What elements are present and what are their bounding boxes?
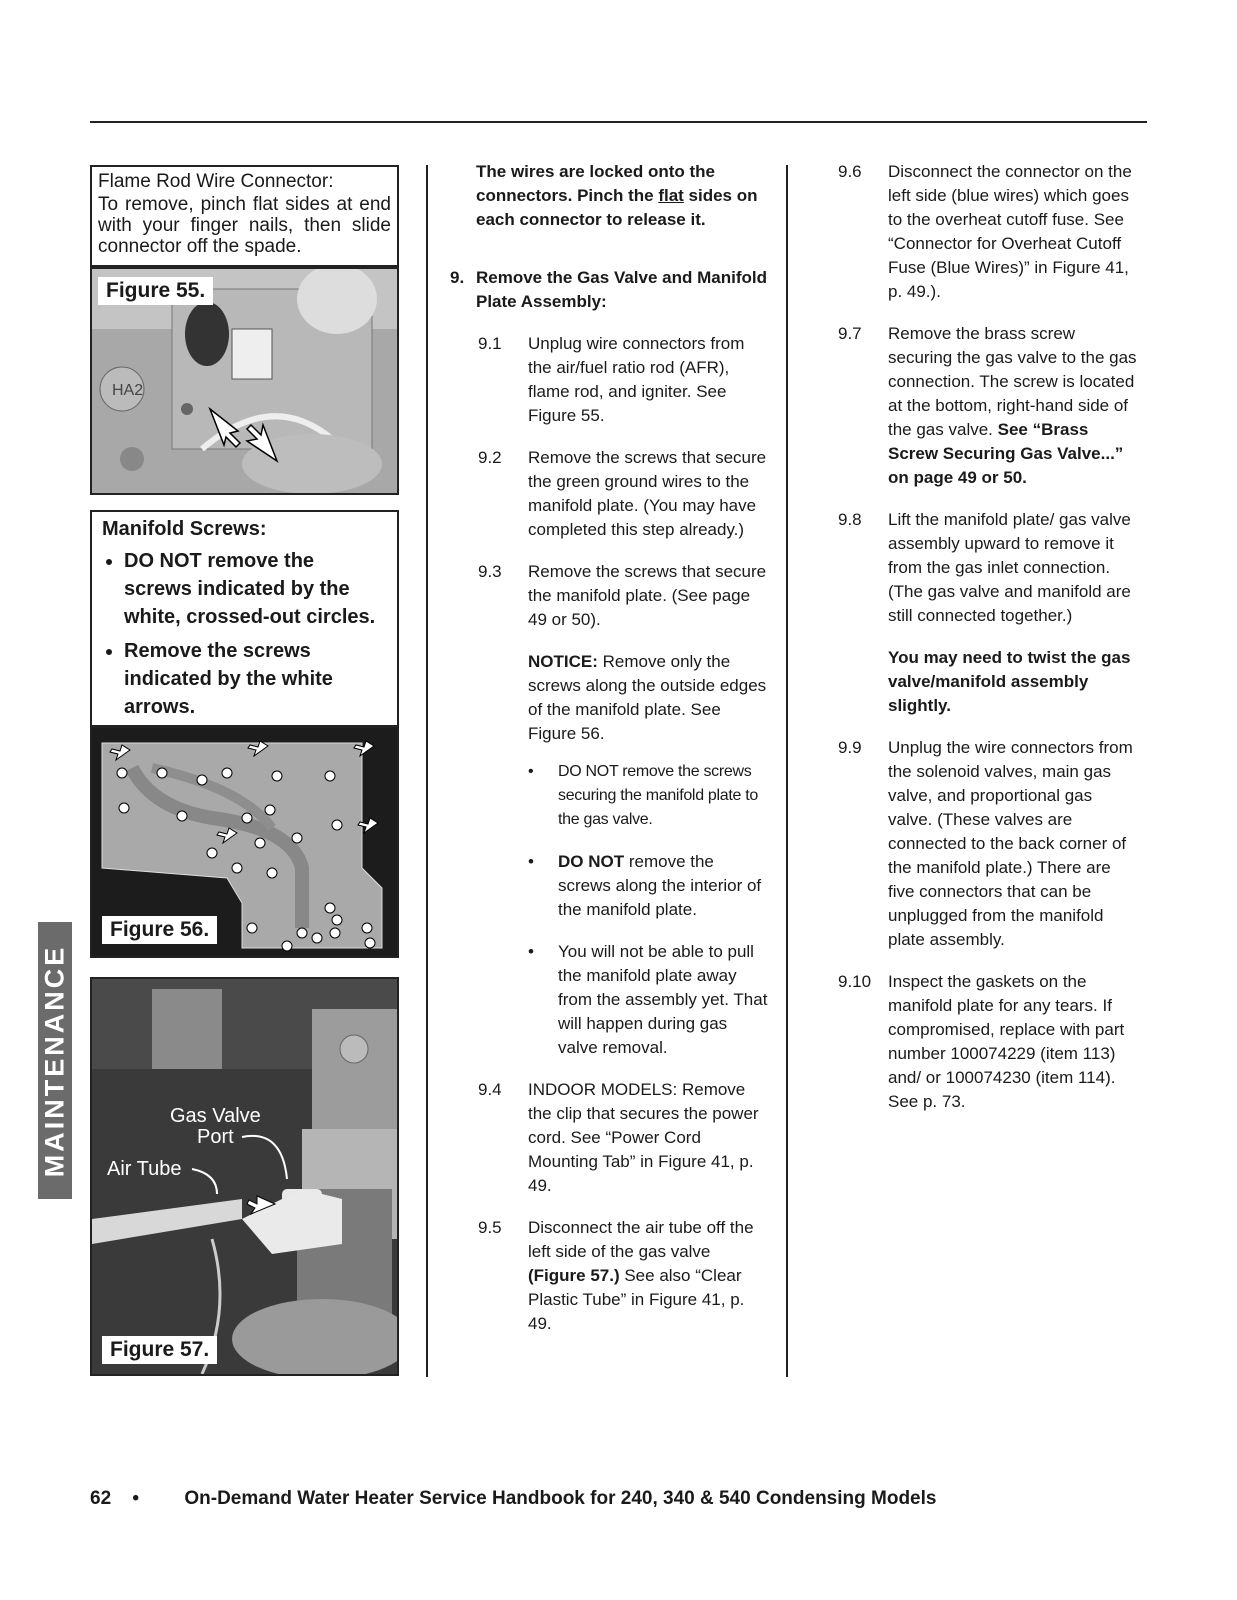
notice-label: NOTICE:	[528, 652, 598, 671]
notice-bullet-text: remove the screws along the interior of the manifold plate.	[558, 852, 762, 919]
step-text-bold: See “Brass Screw Securing Gas Valve...” on page 49 or 50.	[888, 420, 1124, 487]
header-rule	[90, 121, 1147, 123]
gas-valve-port-callout-1: Gas Valve	[170, 1105, 261, 1127]
step-number: 9.9	[838, 738, 862, 757]
section-9-number: 9.	[450, 268, 465, 287]
page-footer	[90, 1488, 936, 1510]
figure-57-label: Figure 57.	[102, 1336, 217, 1364]
page-number: 62	[90, 1488, 112, 1509]
notice-text: Remove only the screws along the outside edges of the manifold plate. See Figure 56.	[528, 652, 767, 743]
svg-text:HA2: HA2	[112, 382, 144, 399]
step-text: Unplug wire connectors from the air/fuel ratio rod (AFR), flame rod, and igniter. See Figure 55.	[528, 334, 745, 425]
column-divider-left	[426, 165, 428, 1377]
flame-rod-note-body: To remove, pinch flat sides at end with your finger nails, then slide connector off the spade.	[98, 194, 391, 257]
right-column	[838, 160, 1138, 1132]
step-number: 9.2	[478, 448, 502, 467]
step-number: 9.10	[838, 972, 872, 991]
step-text: Disconnect the air tube off the left side of the gas valve	[528, 1218, 754, 1261]
middle-column	[450, 160, 770, 1354]
step-text: Remove the screws that secure the green ground wires to the manifold plate. (You may have completed this step already.)	[528, 448, 767, 539]
step-text: Lift the manifold plate/ gas valve assembly upward to remove it from the gas inlet connection. (The gas valve and manifold are still connected together.)	[888, 510, 1131, 625]
step-9-3	[478, 560, 770, 632]
notice-paragraph	[528, 650, 770, 746]
step-text: Remove the brass screw securing the gas valve to the gas connection. The screw is located at the bottom, right-hand side of the gas valve.	[888, 324, 1137, 439]
gas-valve-port-image	[92, 979, 397, 1374]
connector-intro-text: sides on each connector to release it.	[476, 186, 758, 229]
step-text: INDOOR MODELS: Remove the clip that secures the power cord. See “Power Cord Mounting Tab” in Figure 41, p. 49.	[528, 1080, 759, 1195]
step-text: Unplug the wire connectors from the solenoid valves, main gas valve, and proportional gas valve. (These valves are connected to the back corner of the manifold plate.) There are five connectors that can be unplugged from the manifold plate assembly.	[888, 738, 1133, 949]
manifold-screws-note	[90, 510, 399, 727]
flame-rod-note-title: Flame Rod Wire Connector:	[98, 171, 334, 192]
notice-bullet: • DO NOT remove the screws securing the manifold plate to the gas valve.	[528, 763, 759, 828]
column-divider-right	[786, 165, 788, 1377]
step-9-10	[838, 970, 1138, 1114]
step-number: 9.6	[838, 162, 862, 181]
step-9-9	[838, 736, 1138, 952]
manifold-note-item: • Remove the screws indicated by the white arrows.	[124, 637, 387, 721]
manifold-note-list	[102, 547, 387, 721]
step-number: 9.5	[478, 1218, 502, 1237]
side-tab-label: MAINTENANCE	[39, 944, 70, 1177]
step-9-8	[838, 508, 1138, 628]
figure-55-label: Figure 55.	[98, 277, 213, 305]
step-number: 9.3	[478, 562, 502, 581]
step-number: 9.7	[838, 324, 862, 343]
figure-57-photo	[90, 977, 399, 1376]
connector-intro-flat: flat	[658, 186, 684, 205]
footer-title: On-Demand Water Heater Service Handbook for 240, 340 & 540 Condensing Models	[184, 1488, 937, 1509]
figure-56-label: Figure 56.	[102, 916, 217, 944]
notice-bullet-text: You will not be able to pull the manifold plate away from the assembly yet. That will happen during gas valve removal.	[558, 942, 768, 1057]
connector-intro-text: The wires are locked onto the connectors. Pinch the	[476, 162, 716, 205]
step-number: 9.1	[478, 334, 502, 353]
connector-intro	[450, 160, 770, 232]
step-text: Remove the screws that secure the manifold plate. (See page 49 or 50).	[528, 562, 767, 629]
step-text: See also “Clear Plastic Tube” in Figure 41, p. 49.	[528, 1266, 745, 1333]
step-9-7	[838, 322, 1138, 490]
step-9-2	[478, 446, 770, 542]
figure-55-photo	[90, 267, 399, 495]
manifold-note-title: Manifold Screws:	[102, 518, 267, 540]
step-text: Disconnect the connector on the left side (blue wires) which goes to the overheat cutoff fuse. See “Connector for Overheat Cutoff Fuse (Blue Wires)” in Figure 41, p. 49.).	[888, 162, 1132, 301]
notice-bullet: • DO NOT remove the screws along the interior of the manifold plate.	[528, 852, 762, 919]
notice-bullet: • You will not be able to pull the manifold plate away from the assembly yet. That will happen during gas valve removal.	[528, 942, 768, 1057]
footer-bullet: •	[132, 1488, 140, 1509]
step-9-5	[478, 1216, 770, 1336]
step-9-6	[838, 160, 1138, 304]
maintenance-side-tab	[38, 922, 72, 1199]
flame-rod-note	[90, 165, 399, 267]
step-text-bold: (Figure 57.)	[528, 1266, 620, 1285]
figure-56-photo	[90, 726, 399, 958]
step-text: Inspect the gaskets on the manifold plate for any tears. If compromised, replace with part number 100074229 (item 113) and/ or 100074230 (item 114). See p. 73.	[888, 972, 1125, 1111]
step-number: 9.4	[478, 1080, 502, 1099]
step-number: 9.8	[838, 510, 862, 529]
section-9-heading	[450, 266, 770, 314]
notice-bullet-bold: DO NOT	[558, 852, 625, 871]
air-tube-callout: Air Tube	[107, 1158, 182, 1180]
twist-note: You may need to twist the gas valve/manifold assembly slightly.	[888, 648, 1131, 715]
step-9-1	[478, 332, 770, 428]
step-9-4	[478, 1078, 770, 1198]
gas-valve-port-callout-2: Port	[197, 1126, 234, 1148]
notice-bullet-text: DO NOT remove the screws securing the manifold plate to the gas valve.	[558, 763, 759, 828]
manifold-note-item: • DO NOT remove the screws indicated by the white, crossed-out circles.	[124, 547, 387, 631]
section-9-title: Remove the Gas Valve and Manifold Plate Assembly:	[476, 268, 767, 311]
